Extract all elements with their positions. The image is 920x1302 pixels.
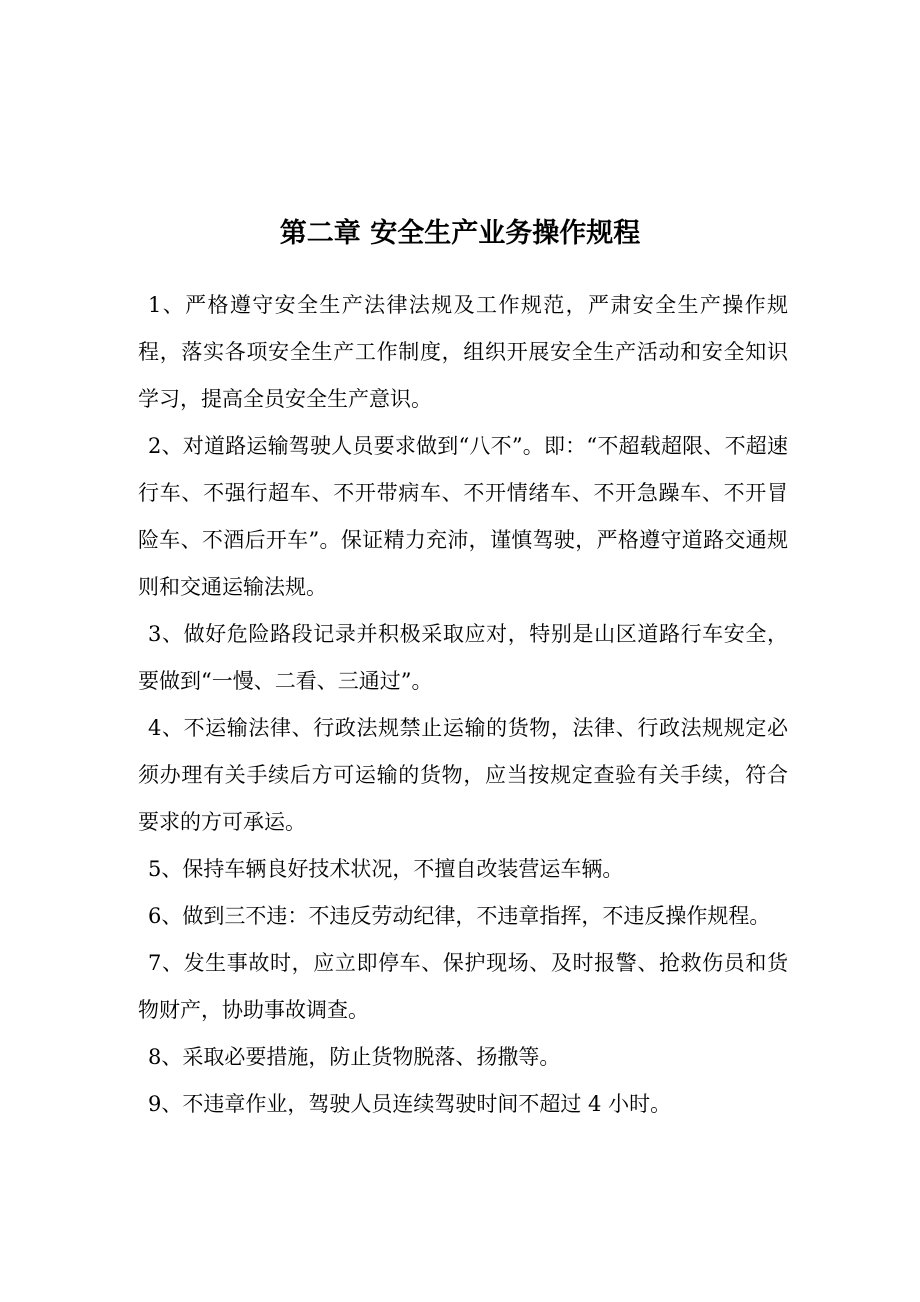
- paragraph-5: 5、保持车辆良好技术状况，不擅自改装营运车辆。: [148, 857, 624, 881]
- paragraph-4: 4、不运输法律、行政法规禁止运输的货物，法律、行政法规规定必须办理有关手续后方可运输的货物，应当按规定查验有关手续，符合要求的方可承运。: [138, 716, 788, 834]
- chapter-title: 第二章 安全生产业务操作规程: [279, 218, 641, 249]
- document-body: [138, 282, 788, 1128]
- paragraph-6: 6、做到三不违：不违反劳动纪律，不违章指挥，不违反操作规程。: [148, 904, 771, 928]
- paragraph-9: 9、不违章作业，驾驶人员连续驾驶时间不超过 4 小时。: [148, 1092, 672, 1116]
- paragraph-1: 1、严格遵守安全生产法律法规及工作规范，严肃安全生产操作规程，落实各项安全生产工作制度，组织开展安全生产活动和安全知识学习，提高全员安全生产意识。: [138, 293, 788, 411]
- paragraph-3: 3、做好危险路段记录并积极采取应对，特别是山区道路行车安全，要做到“一慢、二看、三通过”。: [138, 622, 788, 693]
- paragraph-7: 7、发生事故时，应立即停车、保护现场、及时报警、抢救伤员和货物财产，协助事故调查。: [138, 951, 788, 1022]
- paragraph-8: 8、采取必要措施，防止货物脱落、扬撒等。: [148, 1045, 561, 1069]
- paragraph-2: 2、对道路运输驾驶人员要求做到“八不”。即：“不超载超限、不超速行车、不强行超车、不开带病车、不开情绪车、不开急躁车、不开冒险车、不酒后开车”。保证精力充沛，谨慎驾驶，严格遵守道路交通规则和交通运输法规。: [138, 434, 788, 599]
